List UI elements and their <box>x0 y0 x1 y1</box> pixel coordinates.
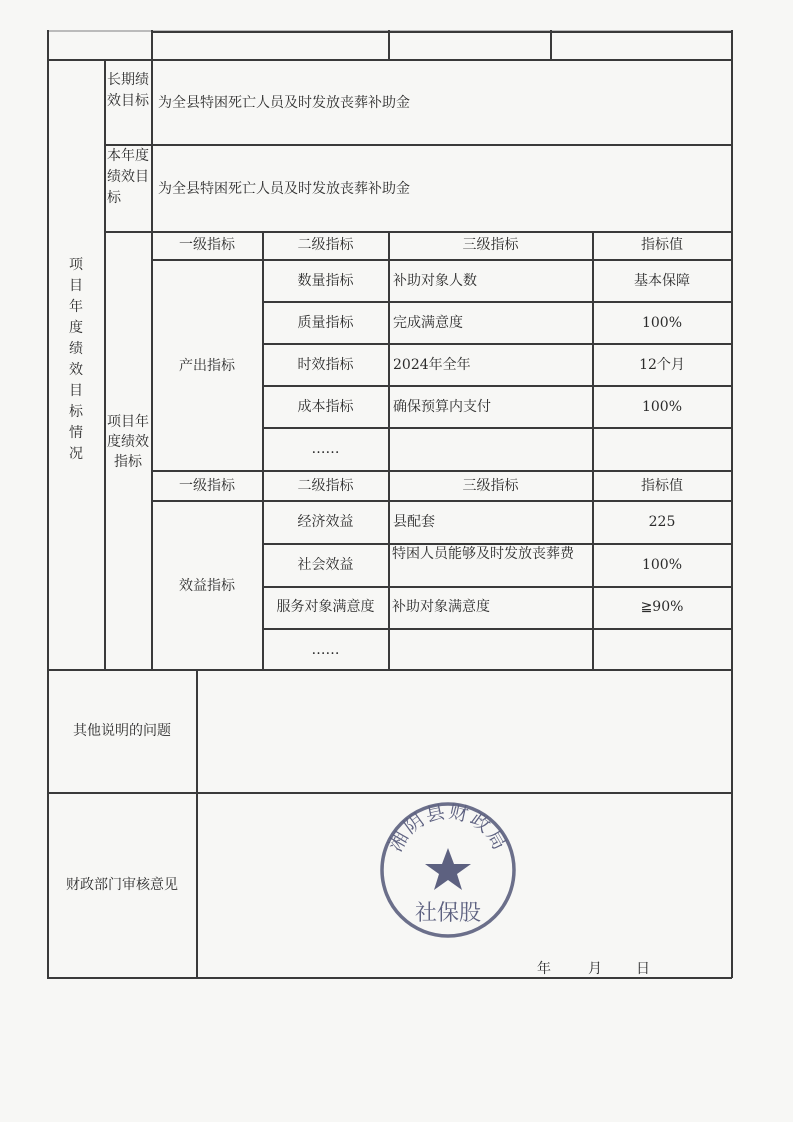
output-level1: 产出指标 <box>179 358 235 374</box>
long-term-goal-label: 长期绩效目标 <box>107 72 149 109</box>
output-level2: …… <box>311 441 340 457</box>
header-level3: 三级指标 <box>462 237 519 253</box>
table-line <box>151 470 732 472</box>
table-line <box>104 59 106 670</box>
long-term-goal-value: 为全县特困死亡人员及时发放丧葬补助金 <box>158 95 410 111</box>
header-value: 指标值 <box>641 237 683 253</box>
table-line <box>262 385 732 387</box>
date-month: 月 <box>588 961 602 977</box>
table-line <box>262 301 732 303</box>
benefit-level2: 社会效益 <box>297 557 354 573</box>
table-line <box>104 144 732 146</box>
benefit-value: 100% <box>641 557 683 573</box>
indicator-label: 项目年度绩效指标 <box>107 414 149 470</box>
annual-goal-label: 本年度绩效目标 <box>107 148 149 206</box>
review-opinion-label: 财政部门审核意见 <box>66 877 178 893</box>
section-label: 项目年度绩效目标情况 <box>69 257 83 462</box>
output-value: 100% <box>641 399 683 415</box>
output-level2: 质量指标 <box>297 315 354 331</box>
header-level2: 二级指标 <box>297 237 354 253</box>
output-level3: 完成满意度 <box>393 315 463 331</box>
table-line <box>550 30 552 60</box>
benefit-value: ≧90% <box>640 599 684 615</box>
table-line <box>151 500 732 502</box>
output-level3: 确保预算内支付 <box>393 399 491 415</box>
star-icon <box>425 848 471 890</box>
benefit-level2: 经济效益 <box>297 514 354 530</box>
table-line <box>47 977 732 979</box>
table-line <box>47 30 49 978</box>
table-line <box>151 31 732 33</box>
date-year: 年 <box>537 961 551 977</box>
benefit-level2: …… <box>311 642 340 658</box>
table-line <box>388 231 390 670</box>
seal-text-bottom: 社保股 <box>414 901 482 926</box>
svg-text:湘阴县财政局 <box>385 801 512 856</box>
output-level2: 时效指标 <box>297 357 354 373</box>
seal-text-arc: 湘阴县财政局 <box>384 800 512 856</box>
table-line <box>262 343 732 345</box>
table-line <box>262 427 732 429</box>
table-line <box>196 669 198 978</box>
benefit-level1: 效益指标 <box>179 578 235 594</box>
output-value: 12个月 <box>639 357 685 373</box>
table-line <box>151 30 153 670</box>
benefit-level2: 服务对象满意度 <box>276 599 375 615</box>
header-level1: 一级指标 <box>179 478 235 494</box>
table-line <box>262 628 732 630</box>
benefit-level3: 县配套 <box>393 514 435 530</box>
table-line <box>151 259 732 261</box>
output-level2: 数量指标 <box>297 273 354 289</box>
table-line <box>262 586 732 588</box>
benefit-level3: 特困人员能够及时发放丧葬费 <box>392 546 574 562</box>
header-level1: 一级指标 <box>179 237 235 253</box>
table-line <box>47 792 732 794</box>
benefit-level3: 补助对象满意度 <box>392 599 490 615</box>
official-seal <box>378 800 518 940</box>
output-level2: 成本指标 <box>297 399 354 415</box>
output-value: 基本保障 <box>634 273 690 289</box>
date-day: 日 <box>636 961 650 977</box>
annual-goal-value: 为全县特困死亡人员及时发放丧葬补助金 <box>158 181 410 197</box>
output-value: 100% <box>641 315 683 331</box>
table-line <box>47 59 732 61</box>
header-value: 指标值 <box>641 478 683 494</box>
benefit-value: 225 <box>648 514 676 530</box>
table-line <box>104 231 732 233</box>
output-level3: 2024年全年 <box>393 357 471 373</box>
other-notes-label: 其他说明的问题 <box>73 723 171 739</box>
header-level2: 二级指标 <box>297 478 354 494</box>
table-line <box>388 30 390 60</box>
output-level3: 补助对象人数 <box>393 273 477 289</box>
header-level3: 三级指标 <box>462 478 519 494</box>
table-line <box>47 669 732 671</box>
table-line <box>731 30 733 978</box>
